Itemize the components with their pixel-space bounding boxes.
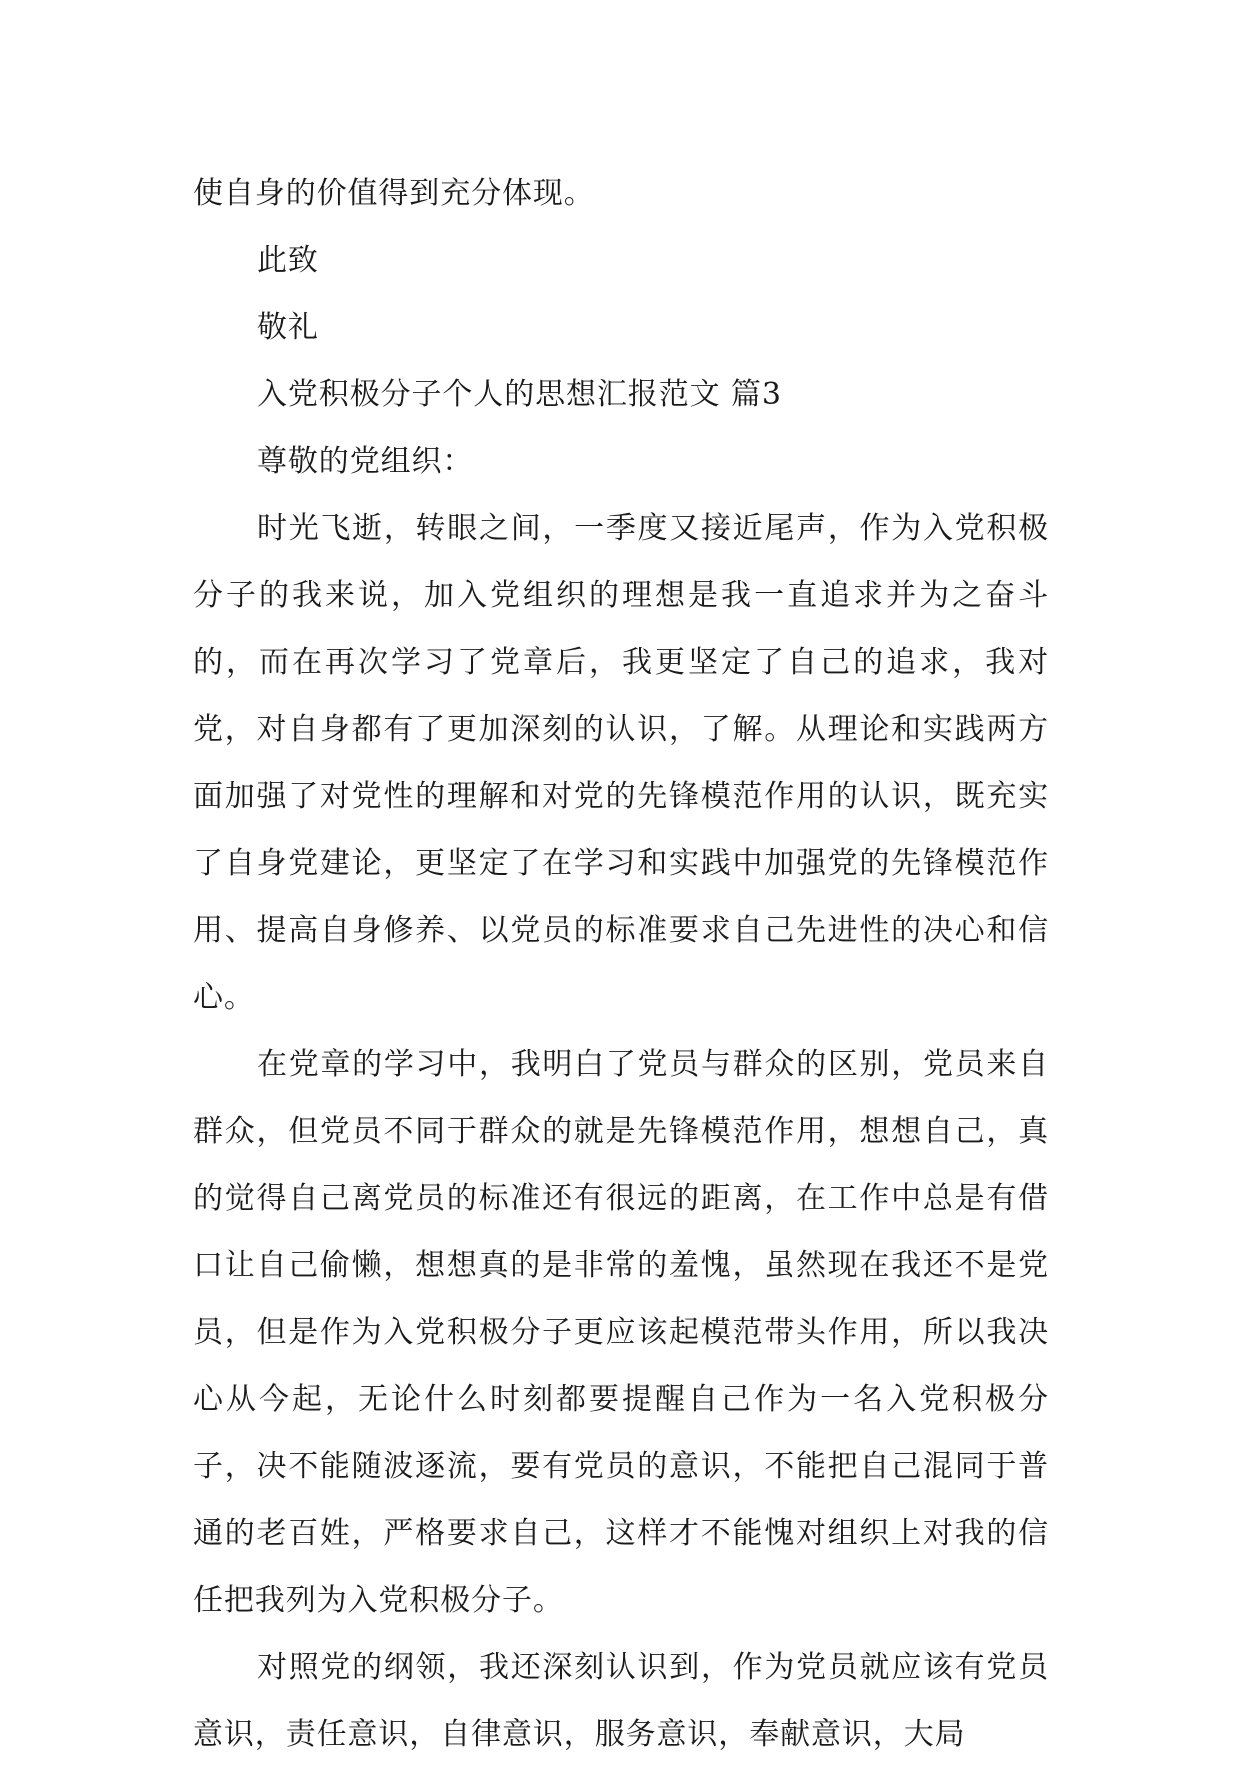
document-body: [193, 160, 1049, 1768]
section-heading: 入党积极分子个人的思想汇报范文 篇3: [257, 377, 782, 412]
paragraph: 时光飞逝，转眼之间，一季度又接近尾声，作为入党积极分子的我来说，加入党组织的理想是我一直追求并为之奋斗的，而在再次学习了党章后，我更坚定了自己的追求，我对党，对自身都有了更加深刻的认识，了解。从理论和实践两方面加强了对党性的理解和对党的先锋模范作用的认识，既充实了自身党建论，更坚定了在学习和实践中加强党的先锋模范作用、提高自身修养、以党员的标准要求自己先进性的决心和信心。: [193, 511, 1049, 1015]
paragraph: 对照党的纲领，我还深刻认识到，作为党员就应该有党员意识，责任意识，自律意识，服务意识，奉献意识，大局: [193, 1650, 1049, 1752]
closing-salutation: 此致: [257, 243, 319, 278]
paragraph: 在党章的学习中，我明白了党员与群众的区别，党员来自群众，但党员不同于群众的就是先锋模范作用，想想自己，真的觉得自己离党员的标准还有很远的距离，在工作中总是有借口让自己偷懒，想想真的是非常的羞愧，虽然现在我还不是党员，但是作为入党积极分子更应该起模范带头作用，所以我决心从今起，无论什么时刻都要提醒自己作为一名入党积极分子，决不能随波逐流，要有党员的意识，不能把自己混同于普通的老百姓，严格要求自己，这样才不能愧对组织上对我的信任把我列为入党积极分子。: [193, 1047, 1049, 1618]
closing-regards: 敬礼: [257, 310, 319, 345]
paragraph: 使自身的价值得到充分体现。: [193, 176, 595, 211]
greeting: 尊敬的党组织：: [257, 444, 474, 479]
